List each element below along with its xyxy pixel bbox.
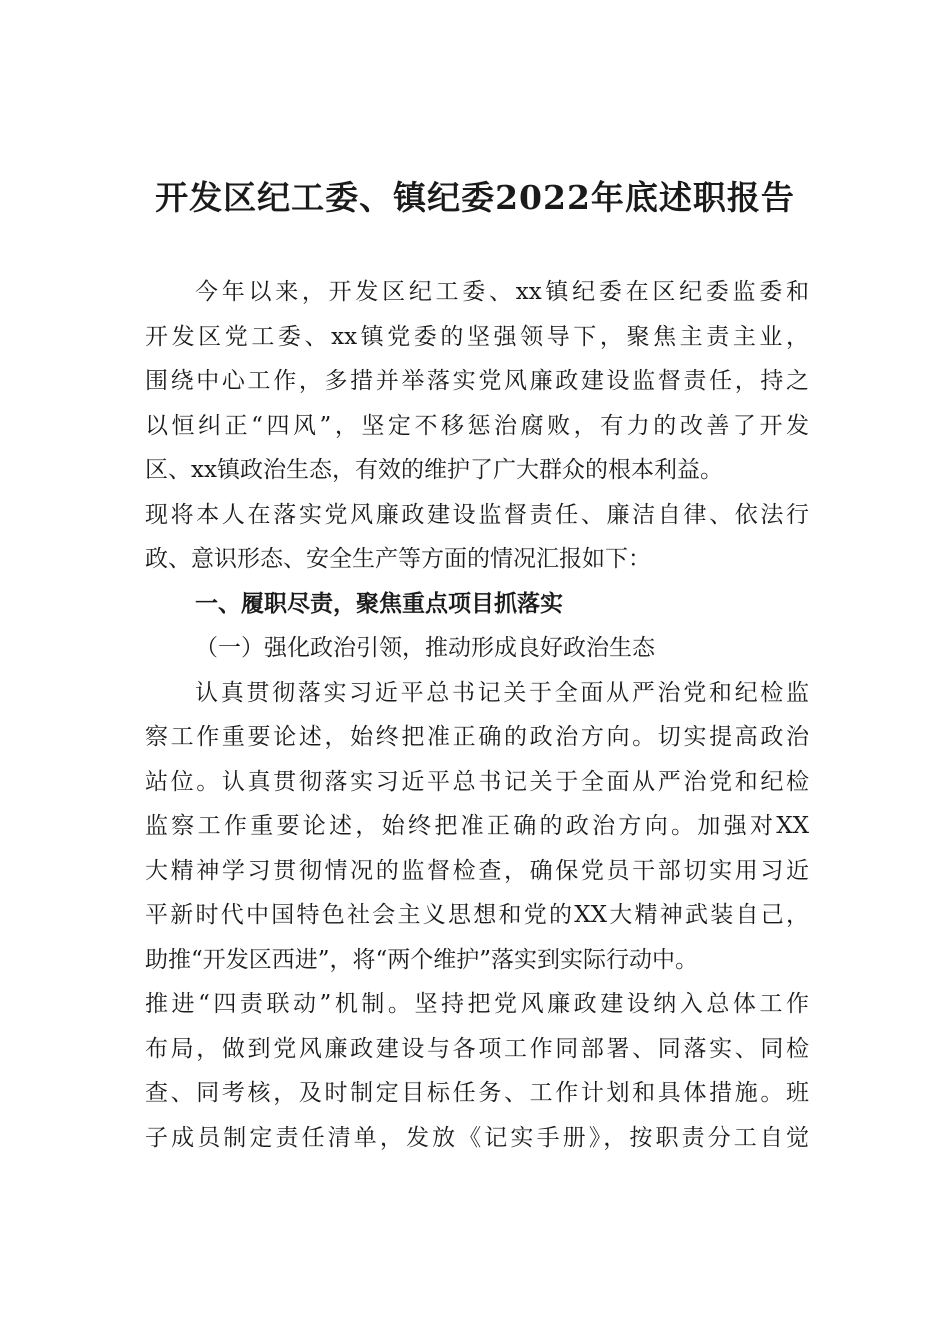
paragraph-line: 以恒纠正“四风”，坚定不移惩治腐败，有力的改善了开发 — [145, 412, 809, 439]
paragraph-line: 查、同考核，及时制定目标任务、工作计划和具体措施。班 — [145, 1080, 809, 1106]
paragraph-line: 平新时代中国特色社会主义思想和党的XX大精神武装自己， — [145, 902, 809, 928]
section-heading: 一、履职尽责，聚焦重点项目抓落实 — [195, 589, 563, 617]
paragraph-line: 区、xx镇政治生态，有效的维护了广大群众的根本利益。 — [145, 457, 723, 483]
paragraph-line: 助推“开发区西进”，将“两个维护”落实到实际行动中。 — [145, 946, 699, 973]
document-body — [145, 270, 809, 1160]
paragraph-line: 布局，做到党风廉政建设与各项工作同部署、同落实、同检 — [145, 1035, 809, 1062]
paragraph-line: 围绕中心工作，多措并举落实党风廉政建设监督责任，持之 — [145, 368, 809, 394]
paragraph-line: 认真贯彻落实习近平总书记关于全面从严治党和纪检监 — [195, 679, 809, 706]
paragraph-line: 监察工作重要论述，始终把准正确的政治方向。加强对XX — [145, 813, 809, 839]
paragraph-line: 察工作重要论述，始终把准正确的政治方向。切实提高政治 — [145, 724, 809, 750]
paragraph-line: 开发区党工委、xx镇党委的坚强领导下，聚焦主责主业， — [145, 323, 809, 350]
paragraph-line: 推进“四责联动”机制。坚持把党风廉政建设纳入总体工作 — [145, 991, 809, 1017]
subsection-heading: （一）强化政治引领，推动形成良好政治生态 — [195, 635, 655, 661]
paragraph-line: 现将本人在落实党风廉政建设监督责任、廉洁自律、依法行 — [145, 501, 809, 528]
paragraph-line: 子成员制定责任清单，发放《记实手册》，按职责分工自觉 — [145, 1124, 809, 1151]
paragraph-line: 今年以来，开发区纪工委、xx镇纪委在区纪委监委和 — [195, 279, 809, 305]
document-title: 开发区纪工委、镇纪委2022年底述职报告 — [155, 178, 795, 217]
paragraph-line: 大精神学习贯彻情况的监督检查，确保党员干部切实用习近 — [145, 857, 809, 884]
paragraph-line: 政、意识形态、安全生产等方面的情况汇报如下： — [145, 546, 651, 572]
paragraph-line: 站位。认真贯彻落实习近平总书记关于全面从严治党和纪检 — [145, 768, 809, 795]
